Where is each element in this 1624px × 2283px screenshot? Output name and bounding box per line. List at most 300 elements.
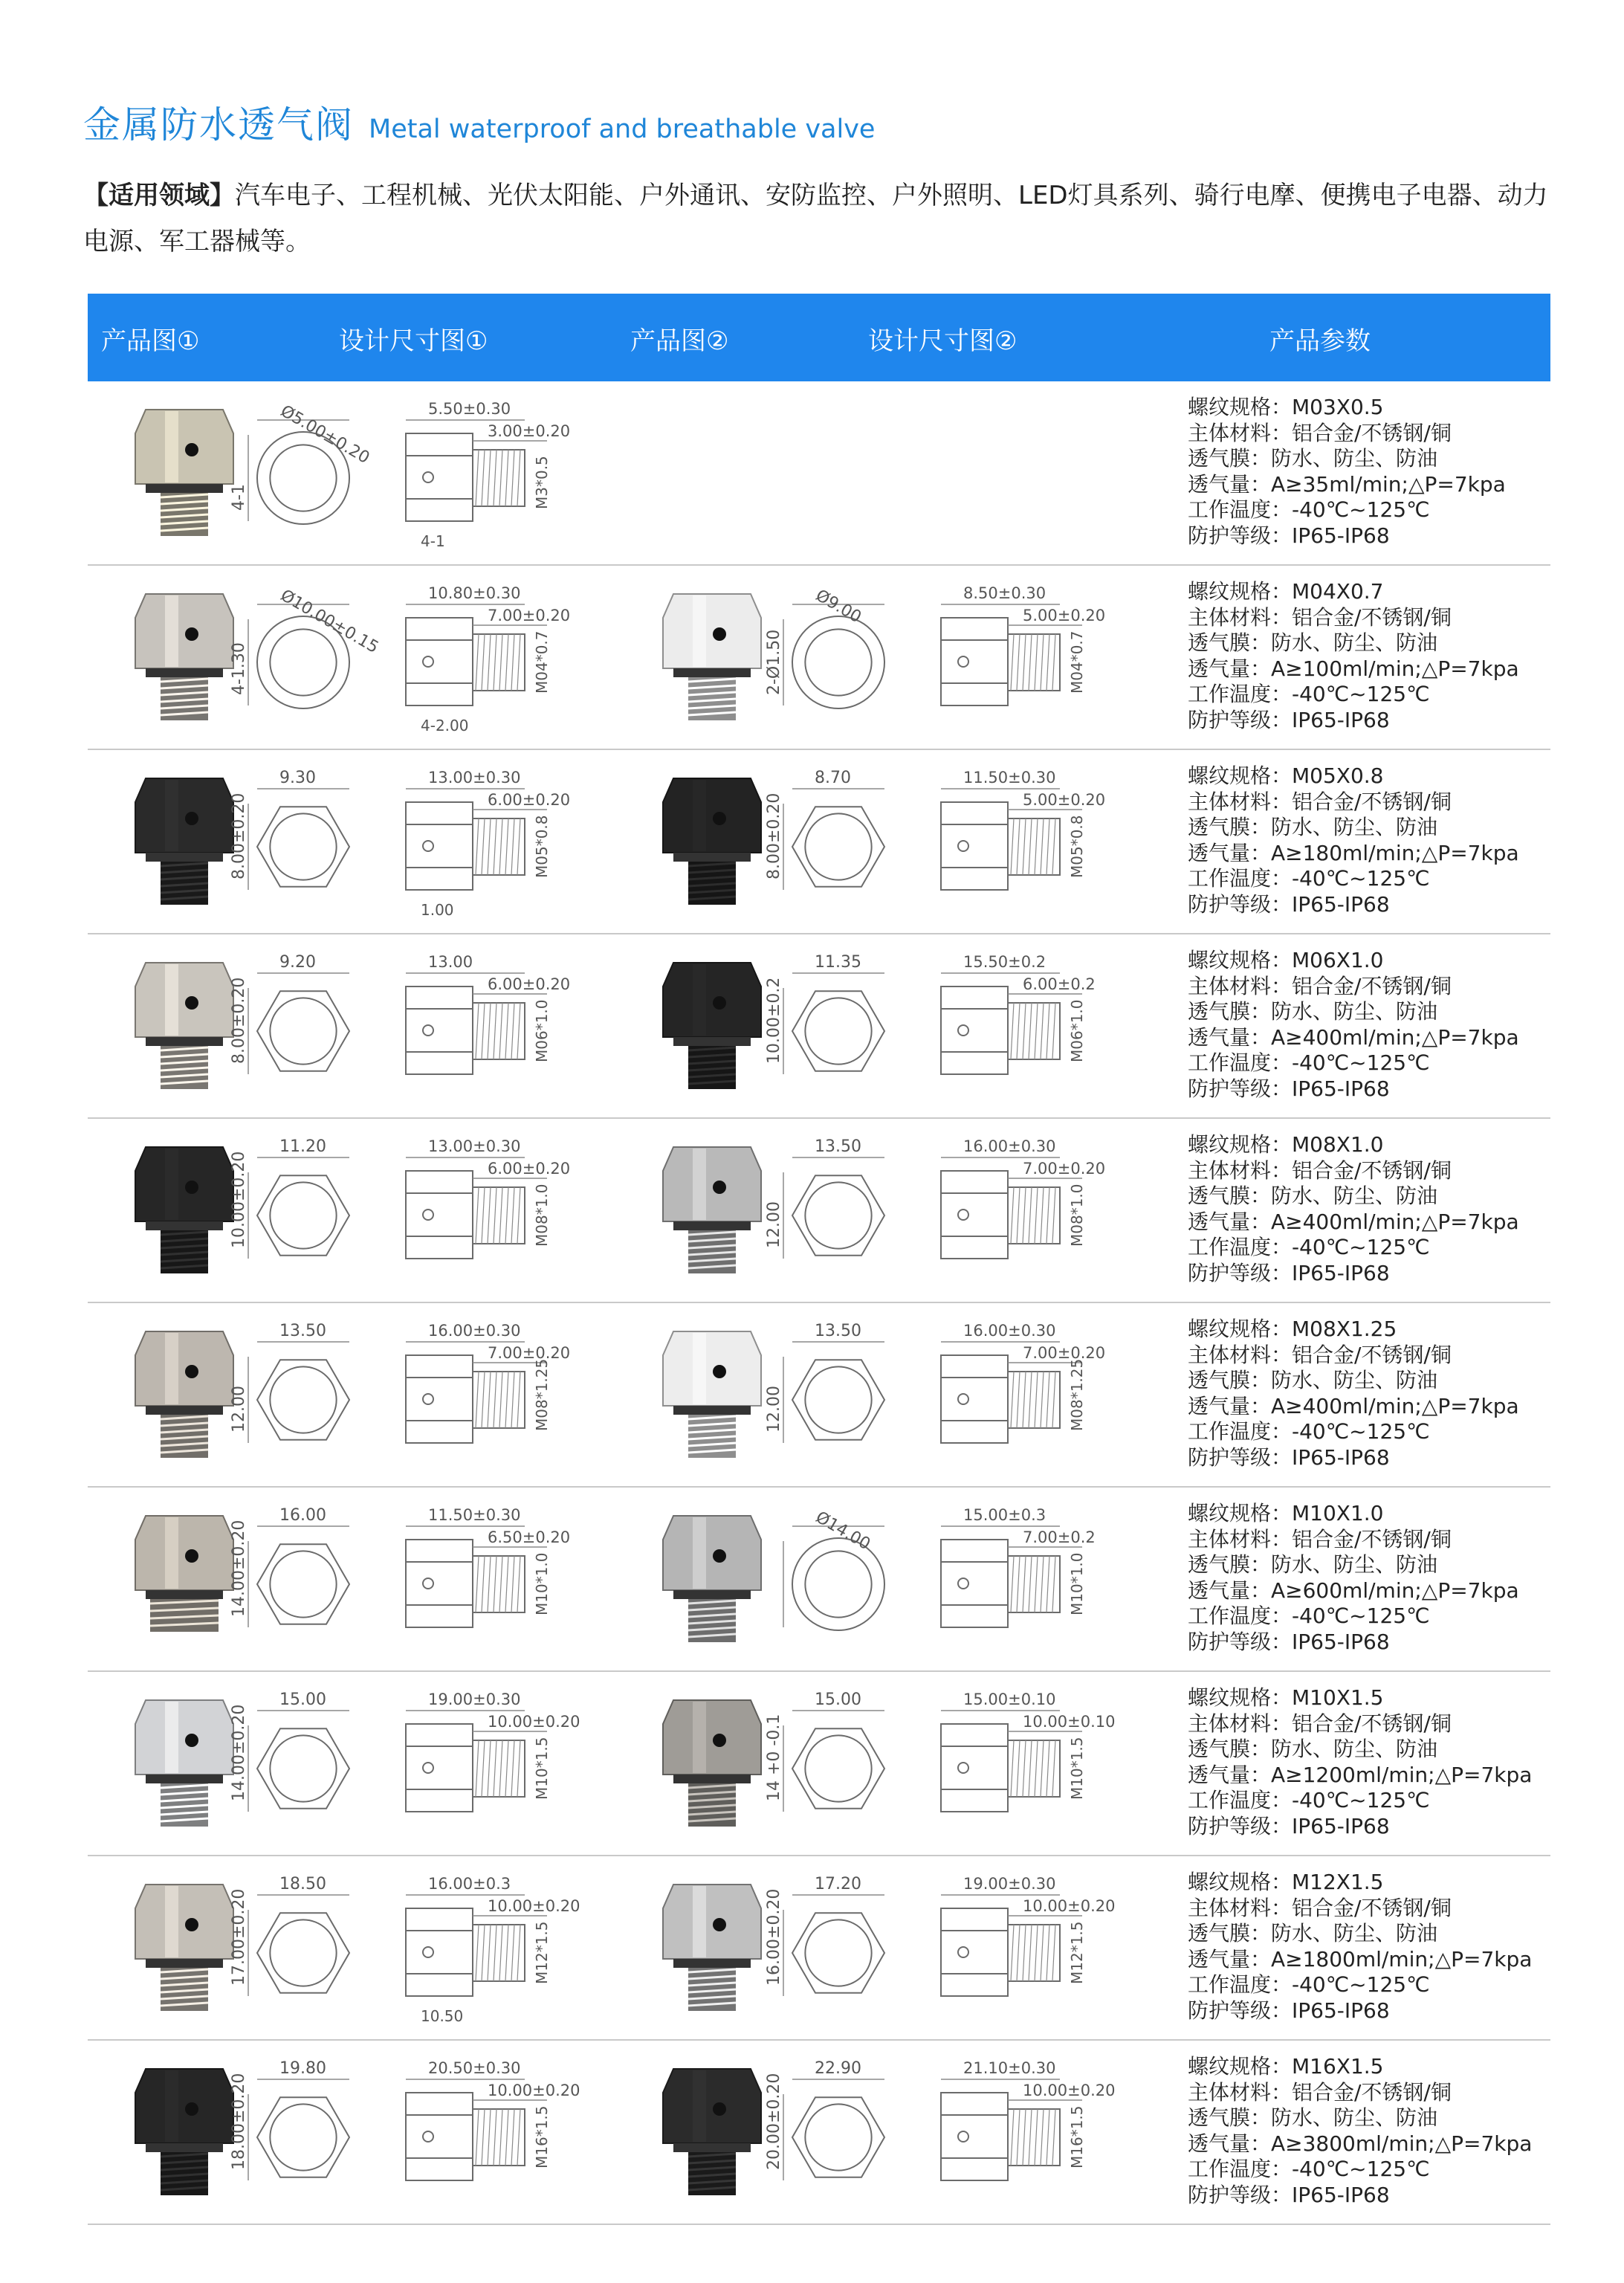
front-view-inner (270, 813, 336, 879)
o-ring (146, 1590, 223, 1599)
thread-line (1011, 1925, 1014, 1981)
design-drawing (757, 1488, 1247, 1670)
thread-line (1029, 634, 1032, 691)
thread-line (1035, 818, 1038, 875)
side-view-head (406, 1355, 473, 1443)
dim-front-height: 17.00±0.20 (230, 1888, 248, 1986)
spec-line: 透气量：A≥1800ml/min;△P=7kpa (1188, 1946, 1533, 1972)
thread-line (488, 2109, 491, 2166)
design-drawing (757, 750, 1247, 933)
product-params (1188, 579, 1519, 733)
thread-line (1041, 1925, 1044, 1981)
valve-highlight (693, 1886, 706, 1957)
heading-cn: 金属防水透气阀 (83, 103, 354, 146)
dimension-drawing (765, 769, 1105, 890)
dim-thread-spec: M08*1.25 (533, 1358, 551, 1431)
dim-total-length: 11.50±0.30 (428, 1506, 521, 1524)
spec-line: 主体材料：铝合金/不锈钢/铜 (1188, 973, 1452, 998)
valve-highlight (165, 1517, 178, 1589)
thread-line (511, 2109, 514, 2166)
dim-total-length: 15.00±0.10 (963, 1691, 1056, 1708)
thread-line (1017, 1187, 1020, 1244)
thread-line (1017, 634, 1020, 691)
thread-line (1023, 1925, 1026, 1981)
design-drawing (221, 381, 712, 564)
dim-front-width: 15.00 (279, 1691, 326, 1709)
dim-front-width: Ø5.00±0.20 (277, 401, 373, 468)
thread-line (1023, 1187, 1026, 1244)
side-view-hole (423, 1947, 433, 1957)
thread-line (482, 2109, 485, 2166)
drawing-svg (221, 934, 638, 1117)
thread-line (1011, 1003, 1014, 1059)
vent-hole (713, 627, 726, 641)
thread-line (482, 1372, 485, 1428)
product-params (1188, 1132, 1519, 1286)
dim-front-height: 20.00±0.20 (765, 2073, 783, 2170)
spec-line: 主体材料：铝合金/不锈钢/铜 (1188, 1526, 1452, 1551)
dim-total-length: 21.10±0.30 (963, 2059, 1056, 2077)
table-row (88, 1119, 1550, 1303)
drawing-svg (221, 2041, 638, 2224)
thread-line (505, 1925, 508, 1981)
thread-line (511, 1372, 514, 1428)
o-ring (673, 1406, 751, 1415)
valve-highlight (693, 964, 706, 1036)
thread-line (482, 1740, 485, 1797)
o-ring (146, 1037, 223, 1046)
vent-hole (185, 1365, 198, 1378)
valve-photo (663, 963, 761, 1089)
dim-front-height: 14.00±0.20 (230, 1704, 248, 1801)
dim-total-length: 11.50±0.30 (963, 769, 1056, 787)
drawing-svg (757, 1672, 1173, 1855)
thread-line (505, 1740, 508, 1797)
dim-thread-length: 6.00±0.20 (488, 791, 571, 809)
o-ring (673, 1959, 751, 1968)
spec-line: 防护等级：IP65-IP68 (1188, 2182, 1390, 2207)
table-row (88, 934, 1550, 1119)
side-view-hole (423, 472, 433, 482)
front-view-inner (270, 998, 336, 1064)
thread-line (1041, 634, 1044, 691)
vent-hole (185, 812, 198, 825)
front-view-hex (257, 1728, 349, 1808)
dim-thread-spec: M08*1.0 (1068, 1184, 1086, 1247)
side-view-head (406, 1540, 473, 1627)
side-view-thread (473, 1925, 525, 1981)
side-view-head (941, 1540, 1008, 1627)
vent-hole (185, 1181, 198, 1194)
thread-line (1029, 1003, 1032, 1059)
side-view-head (406, 1171, 473, 1259)
front-view-inner (805, 813, 871, 879)
product-params (1188, 395, 1506, 549)
valve-highlight (693, 595, 706, 667)
front-view-hex (257, 1360, 349, 1439)
dim-extra: 1.00 (421, 901, 454, 919)
valve-head (135, 1516, 233, 1590)
side-view-thread (473, 1372, 525, 1428)
spec-line: 透气膜：防水、防尘、防油 (1188, 1552, 1438, 1577)
drawing-svg (221, 750, 638, 933)
valve-photo (135, 778, 233, 905)
front-view-inner (805, 1919, 871, 1986)
table-header (88, 294, 1550, 381)
side-view-hole (423, 2131, 433, 2142)
front-view-hex (792, 1175, 884, 1255)
valve-photo (135, 1147, 233, 1273)
dim-front-height: 14 +0 -0.1 (765, 1714, 783, 1801)
front-view-inner (270, 1551, 336, 1617)
thread-line (499, 1003, 502, 1059)
thread-line (1023, 1372, 1026, 1428)
dim-thread-length: 10.00±0.20 (488, 2082, 580, 2099)
dimension-drawing (230, 1322, 570, 1443)
thread-line (1011, 1556, 1014, 1612)
thread-line (1046, 1372, 1049, 1428)
spec-line: 主体材料：铝合金/不锈钢/铜 (1188, 789, 1452, 814)
side-view-hole (958, 1578, 968, 1589)
valve-head (135, 1331, 233, 1406)
thread-line (1017, 1003, 1020, 1059)
dim-front-width: 15.00 (815, 1691, 861, 1709)
spec-line: 工作温度：-40℃~125℃ (1188, 1604, 1430, 1628)
dim-total-length: 16.00±0.30 (963, 1322, 1056, 1340)
drawing-svg (221, 1672, 638, 1855)
header-product-photo-1: 产品图① (101, 326, 200, 356)
thread-line (511, 1003, 514, 1059)
dim-thread-spec: M12*1.5 (533, 1921, 551, 1984)
side-view-hole (423, 1394, 433, 1404)
dim-thread-length: 6.00±0.2 (1023, 975, 1096, 993)
o-ring (673, 1590, 751, 1599)
spec-line: 透气量：A≥35ml/min;△P=7kpa (1188, 471, 1506, 497)
dim-front-width: 22.90 (815, 2059, 861, 2078)
spec-line: 防护等级：IP65-IP68 (1188, 707, 1390, 732)
vent-hole (713, 1549, 726, 1563)
design-drawing (757, 2041, 1247, 2224)
dim-extra: 10.50 (421, 2007, 464, 2025)
thread-line (499, 1372, 502, 1428)
thread-line (1046, 2109, 1049, 2166)
thread-line (511, 1740, 514, 1797)
valve-head (135, 2069, 233, 2143)
dim-total-length: 16.00±0.30 (428, 1322, 521, 1340)
thread-line (482, 1187, 485, 1244)
vent-hole (185, 1918, 198, 1931)
thread-line (494, 450, 496, 506)
side-view-thread (473, 2109, 525, 2166)
side-view-hole (958, 1947, 968, 1957)
thread-line (1023, 1740, 1026, 1797)
thread-line (476, 634, 479, 691)
thread-line (1035, 2109, 1038, 2166)
spec-line: 透气量：A≥600ml/min;△P=7kpa (1188, 1578, 1519, 1603)
dim-thread-length: 6.00±0.20 (488, 975, 571, 993)
spec-line: 工作温度：-40℃~125℃ (1188, 497, 1430, 522)
thread-line (1052, 634, 1055, 691)
thread-line (517, 1925, 520, 1981)
dim-thread-length: 10.00±0.20 (488, 1897, 580, 1915)
dim-thread-length: 6.50±0.20 (488, 1528, 571, 1546)
thread-line (1023, 634, 1026, 691)
dim-thread-spec: M16*1.5 (1068, 2105, 1086, 2169)
thread-line (488, 450, 491, 506)
dim-front-height: 2-Ø1.50 (765, 629, 783, 695)
side-view-thread (1008, 1925, 1060, 1981)
spec-line: 工作温度：-40℃~125℃ (1188, 2157, 1430, 2181)
side-view-thread (1008, 1740, 1060, 1797)
vent-hole (185, 443, 198, 456)
spec-line: 防护等级：IP65-IP68 (1188, 1444, 1390, 1470)
side-view-head (941, 2093, 1008, 2180)
spec-line: 工作温度：-40℃~125℃ (1188, 866, 1430, 891)
side-view-thread (1008, 818, 1060, 875)
thread-line (1052, 818, 1055, 875)
thread-line (494, 1003, 496, 1059)
dim-thread-length: 10.00±0.10 (1023, 1713, 1116, 1731)
side-view-head (406, 1724, 473, 1812)
dim-front-height: 10.00±0.2 (765, 977, 783, 1064)
dim-total-length: 20.50±0.30 (428, 2059, 521, 2077)
thread-line (476, 1925, 479, 1981)
thread-line (517, 1372, 520, 1428)
spec-line: 透气膜：防水、防尘、防油 (1188, 1368, 1438, 1392)
thread-line (499, 1925, 502, 1981)
dim-front-height: 4-1 (230, 484, 248, 511)
side-view-thread (473, 1187, 525, 1244)
thread-line (488, 1740, 491, 1797)
thread-line (494, 1925, 496, 1981)
side-view-thread (473, 1003, 525, 1059)
thread-line (517, 1187, 520, 1244)
design-drawing (757, 1303, 1247, 1486)
front-view-hex (257, 1544, 349, 1624)
vent-hole (185, 2102, 198, 2116)
dim-front-height: 16.00±0.20 (765, 1888, 783, 1986)
valve-photo (135, 2069, 233, 2195)
valve-head (663, 1331, 761, 1406)
front-view-hex (792, 1913, 884, 1992)
thread-line (1011, 1187, 1014, 1244)
dim-thread-spec: M05*0.8 (533, 815, 551, 878)
thread-line (476, 1740, 479, 1797)
thread-line (499, 450, 502, 506)
dim-total-length: 13.00±0.30 (428, 1137, 521, 1155)
side-view-hole (423, 841, 433, 851)
thread-line (1052, 1740, 1055, 1797)
spec-line: 螺纹规格：M10X1.5 (1188, 1685, 1384, 1710)
side-view-head (941, 1724, 1008, 1812)
spec-line: 防护等级：IP65-IP68 (1188, 1998, 1390, 2023)
valve-photo (663, 1700, 761, 1827)
valve-photo (135, 1885, 233, 2011)
vent-hole (713, 996, 726, 1010)
spec-line: 透气膜：防水、防尘、防油 (1188, 630, 1438, 655)
thread-line (1052, 1003, 1055, 1059)
thread-line (476, 1556, 479, 1612)
thread-line (505, 1003, 508, 1059)
drawing-svg (757, 1488, 1173, 1670)
table-row (88, 1672, 1550, 1856)
table-row (88, 1488, 1550, 1672)
thread-line (1046, 1003, 1049, 1059)
spec-line: 工作温度：-40℃~125℃ (1188, 1419, 1430, 1444)
thread-line (1029, 1187, 1032, 1244)
drawing-svg (221, 381, 638, 564)
valve-highlight (165, 1886, 178, 1957)
spec-line: 螺纹规格：M12X1.5 (1188, 1870, 1384, 1894)
front-view-inner (270, 1735, 336, 1801)
thread-line (499, 818, 502, 875)
thread-line (517, 1003, 520, 1059)
thread-line (1041, 1740, 1044, 1797)
valve-head (663, 963, 761, 1037)
side-view-head (941, 618, 1008, 705)
valve-highlight (165, 780, 178, 851)
side-view-head (406, 1908, 473, 1996)
thread-line (517, 1740, 520, 1797)
spec-line: 工作温度：-40℃~125℃ (1188, 1050, 1430, 1075)
product-params (1188, 1870, 1532, 2024)
spec-line: 螺纹规格：M08X1.0 (1188, 1132, 1384, 1157)
thread-line (488, 818, 491, 875)
dimension-drawing (765, 1691, 1115, 1812)
dim-thread-length: 5.00±0.20 (1023, 791, 1106, 809)
o-ring (146, 853, 223, 862)
product-params (1188, 948, 1519, 1102)
spec-line: 防护等级：IP65-IP68 (1188, 1813, 1390, 1838)
dim-front-height: 14.00±0.20 (230, 1520, 248, 1617)
table-row (88, 381, 1550, 566)
front-view-hex (792, 807, 884, 886)
thread-line (1041, 1187, 1044, 1244)
thread-line (1023, 1556, 1026, 1612)
spec-line: 防护等级：IP65-IP68 (1188, 1260, 1390, 1285)
valve-head (135, 1700, 233, 1775)
side-view-hole (958, 656, 968, 667)
thread-line (494, 1187, 496, 1244)
dimension-drawing (230, 1137, 570, 1259)
valve-head (663, 594, 761, 668)
thread-line (511, 1925, 514, 1981)
front-view-inner (805, 1551, 871, 1617)
thread-line (1046, 1740, 1049, 1797)
o-ring (146, 1221, 223, 1230)
product-params (1188, 1317, 1519, 1470)
side-view-hole (958, 2131, 968, 2142)
table-row (88, 750, 1550, 934)
thread-line (517, 2109, 520, 2166)
design-drawing (757, 934, 1247, 1117)
dim-thread-length: 7.00±0.20 (488, 1344, 571, 1362)
dimension-drawing (765, 1137, 1105, 1259)
thread-line (517, 634, 520, 691)
thread-line (511, 818, 514, 875)
valve-photo (663, 594, 761, 720)
thread-line (1017, 1372, 1020, 1428)
dimension-drawing (230, 1691, 580, 1812)
valve-photo (663, 1516, 761, 1642)
dim-thread-spec: M10*1.0 (1068, 1552, 1086, 1615)
thread-line (1041, 1556, 1044, 1612)
spec-line: 主体材料：铝合金/不锈钢/铜 (1188, 1711, 1452, 1736)
side-view-hole (958, 1025, 968, 1036)
thread-line (494, 2109, 496, 2166)
dimension-drawing (783, 1506, 1096, 1630)
dim-front-width: 11.20 (279, 1137, 326, 1156)
dim-thread-spec: M08*1.25 (1068, 1358, 1086, 1431)
dim-front-height: 8.00±0.20 (230, 792, 248, 879)
dim-total-length: 19.00±0.30 (428, 1691, 521, 1708)
dimension-drawing (230, 584, 570, 734)
dim-thread-spec: M10*1.0 (533, 1552, 551, 1615)
side-view-hole (958, 1210, 968, 1220)
spec-line: 透气膜：防水、防尘、防油 (1188, 1184, 1438, 1208)
side-view-thread (473, 818, 525, 875)
spec-line: 防护等级：IP65-IP68 (1188, 1629, 1390, 1654)
drawing-svg (757, 750, 1173, 933)
dim-thread-spec: M04*0.7 (1068, 630, 1086, 694)
front-view-inner (805, 1182, 871, 1248)
front-view-inner (270, 1919, 336, 1986)
o-ring (146, 1775, 223, 1783)
dim-front-width: 9.30 (279, 769, 316, 787)
side-view-head (941, 1908, 1008, 1996)
dim-front-height: 12.00 (230, 1386, 248, 1433)
side-view-thread (1008, 1372, 1060, 1428)
application-fields (83, 172, 1555, 265)
dim-thread-spec: M04*0.7 (533, 630, 551, 694)
side-view-head (941, 1355, 1008, 1443)
thread-line (499, 2109, 502, 2166)
valve-head (663, 1885, 761, 1959)
spec-line: 主体材料：铝合金/不锈钢/铜 (1188, 1895, 1452, 1920)
thread-line (499, 1187, 502, 1244)
dimension-drawing (765, 584, 1105, 708)
spec-line: 透气量：A≥400ml/min;△P=7kpa (1188, 1209, 1519, 1234)
dim-thread-spec: M16*1.5 (533, 2105, 551, 2169)
vent-hole (713, 812, 726, 825)
dim-total-length: 19.00±0.30 (963, 1875, 1056, 1893)
valve-head (135, 594, 233, 668)
o-ring (146, 1959, 223, 1968)
valve-highlight (693, 1702, 706, 1773)
thread-line (1041, 1372, 1044, 1428)
spec-line: 工作温度：-40℃~125℃ (1188, 1235, 1430, 1259)
valve-highlight (165, 2070, 178, 2142)
thread-line (482, 634, 485, 691)
valve-highlight (693, 780, 706, 851)
valve-head (663, 1516, 761, 1590)
thread-line (482, 1556, 485, 1612)
spec-line: 透气量：A≥1200ml/min;△P=7kpa (1188, 1762, 1533, 1787)
thread-line (499, 1740, 502, 1797)
front-view-inner (270, 445, 336, 511)
header-design-drawing-2: 设计尺寸图② (868, 326, 1018, 356)
o-ring (673, 668, 751, 677)
thread-line (476, 818, 479, 875)
valve-head (663, 1147, 761, 1221)
thread-line (1017, 2109, 1020, 2166)
side-view-head (941, 986, 1008, 1074)
side-view-hole (423, 1578, 433, 1589)
dim-front-height: 12.00 (765, 1386, 783, 1433)
dim-front-width: 18.50 (279, 1875, 326, 1893)
dim-front-width: Ø9.00 (812, 586, 864, 627)
thread-line (1035, 1372, 1038, 1428)
